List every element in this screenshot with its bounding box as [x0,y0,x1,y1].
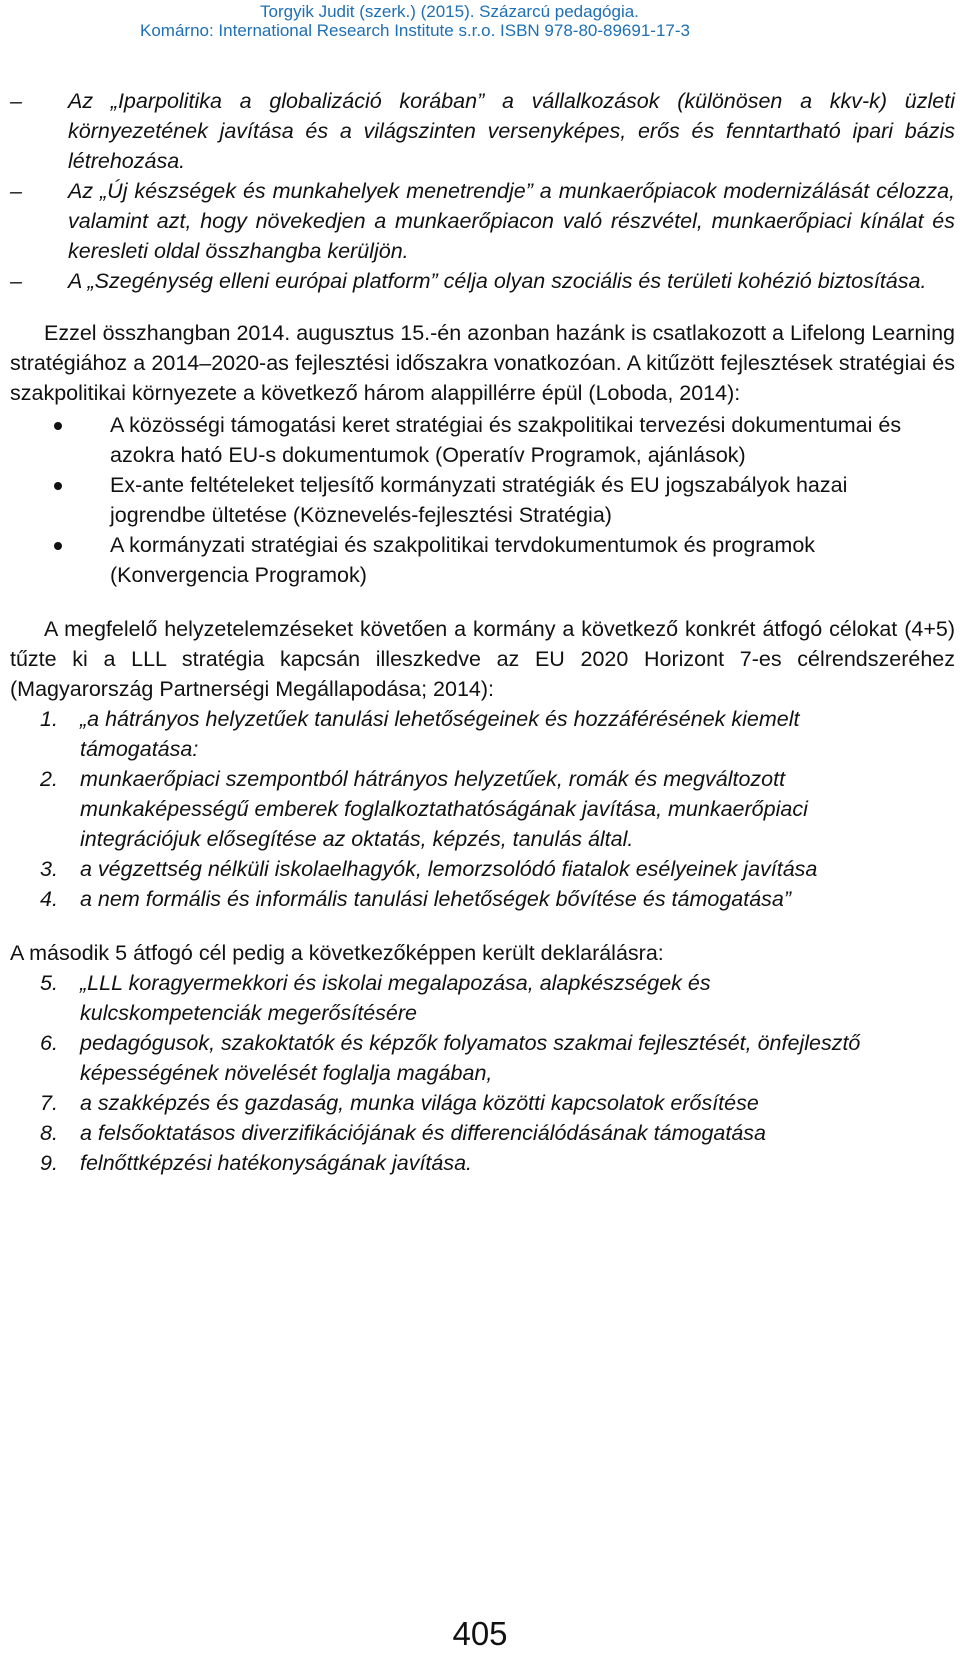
list-item: A közösségi támogatási keret stratégiai és szakpolitikai tervezési dokumentumai és azokra ható EU-s dokumentumok (Operatív Programok, ajánlások) [10,410,955,470]
list-item: 1. „a hátrányos helyzetűek tanulási lehetőségeinek és hozzáférésének kiemelt támogatása: [40,707,800,761]
list-item: 3. a végzettség nélküli iskolaelhagyók, lemorzsolódó fiatalok esélyeinek javítása [40,857,818,881]
header-publisher: Komárno: International Research Institute s.r.o. ISBN 978-80-89691-17-3 [140,21,690,40]
page-number: 405 [452,1615,508,1652]
list-item: 7. a szakképzés és gazdaság, munka világa közötti kapcsolatok erősítése [40,1091,759,1115]
list-item: 9. felnőttképzési hatékonyságának javítása. [40,1151,473,1175]
bullet-icon [54,542,62,550]
bullet-icon [54,422,62,430]
list-item: 4. a nem formális és informális tanulási lehetőségek bővítése és támogatása” [40,887,792,911]
bullet-icon [54,482,62,490]
page-header [0,0,960,44]
dash-item: – A „Szegénység elleni európai platform” célja olyan szociális és területi kohézió biztosítása. [10,269,927,293]
paragraph-lll-strategy: Ezzel összhangban 2014. augusztus 15.-én azonban hazánk is csatlakozott a Lifelong Learning stratégiához a 2014–2020-as fejlesztési időszakra vonatkozóan. A kitűzött fejlesztések stratégiai és szakpolitikai környezete a következő három alappillérre épül (Loboda, 2014): [10,321,955,405]
list-item: 8. a felsőoktatásos diverzifikációjának és differenciálódásának támogatása [40,1121,767,1145]
list-item: Ex-ante feltételeket teljesítő kormányzati stratégiák és EU jogszabályok hazai jogrendbe ültetése (Köznevelés-fejlesztési Stratégia) [10,470,955,530]
header-citation: Torgyik Judit (szerk.) (2015). Százarcú pedagógia. [260,2,639,21]
list-item: 6. pedagógusok, szakoktatók és képzők folyamatos szakmai fejlesztését, önfejlesztő képességének növelését foglalja magában, [40,1031,861,1085]
pillar-list [10,410,955,590]
dash-item: – Az „Iparpolitika a globalizáció korában” a vállalkozások (különösen a kkv-k) üzleti környezetének javítása és a világszinten versenyképes, erős és fenntartható ipari bázis létrehozása. [10,89,955,173]
document-body [10,86,955,1178]
paragraph-second-goals: A második 5 átfogó cél pedig a következőképpen került deklarálásra: [10,941,664,965]
list-item: 2. munkaerőpiaci szempontból hátrányos helyzetűek, romák és megváltozott munkaképességű emberek foglalkoztathatóságának javítása, munkaerőpiaci integrációjuk elősegítése az oktatás, képzés, tanulás által. [40,767,808,851]
list-item: 5. „LLL koragyermekkori és iskolai megalapozása, alapkészségek és kulcskompetenciák megerősítésére [40,971,711,1025]
list-item: A kormányzati stratégiai és szakpolitikai tervdokumentumok és programok (Konvergencia Programok) [10,530,955,590]
goals-list-first [10,704,955,914]
paragraph-goals-intro: A megfelelő helyzetelemzéseket követően a kormány a következő konkrét átfogó célokat (4+5) tűzte ki a LLL stratégia kapcsán illeszkedve az EU 2020 Horizont 7-es célrendszeréhez (Magyarország Partnerségi Megállapodása; 2014): [10,617,955,701]
goals-list-second [10,968,955,1178]
dash-item: – Az „Új készségek és munkahelyek menetrendje” a munkaerőpiacok modernizálását célozza, valamint azt, hogy növekedjen a munkaerőpiacon való részvétel, munkaerőpiaci kínálat és keresleti oldal összhangba kerüljön. [10,179,955,263]
